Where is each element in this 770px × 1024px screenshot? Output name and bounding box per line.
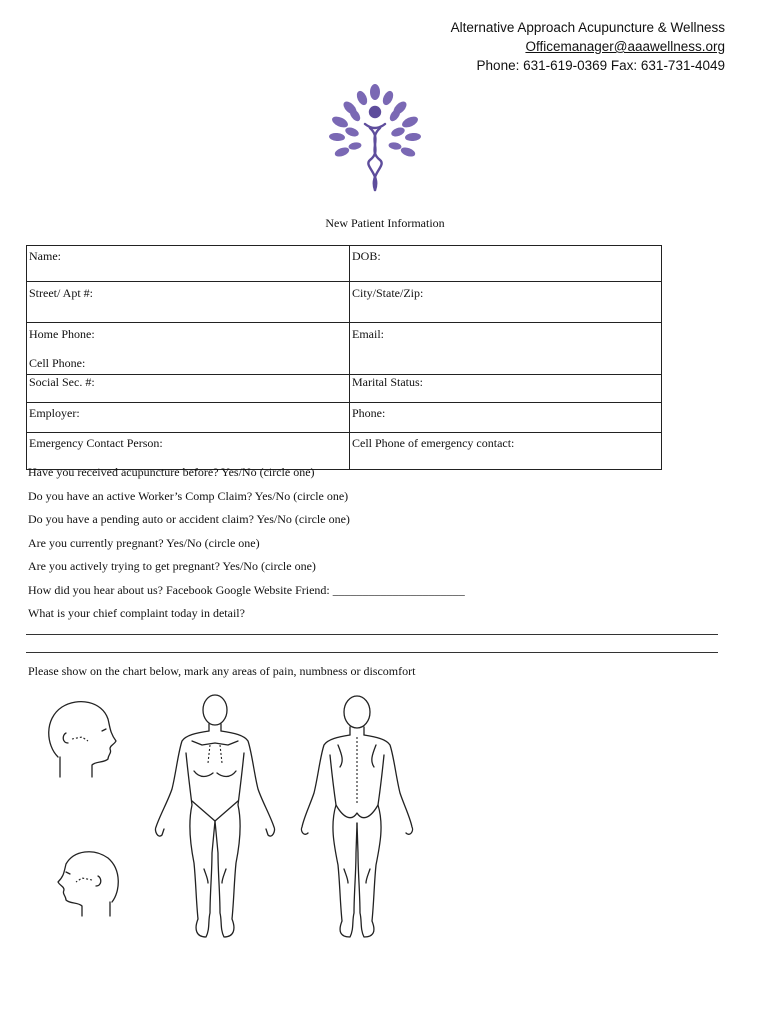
city-state-zip-field[interactable]: City/State/Zip: [350,282,662,323]
clinic-phone-fax: Phone: 631-619-0369 Fax: 631-731-4049 [476,58,725,73]
body-front-view-icon[interactable] [150,693,280,943]
email-field[interactable]: Email: [350,323,662,375]
patient-info-table [26,245,662,470]
question-chief-complaint: What is your chief complaint today in detail? [28,606,245,620]
clinic-name: Alternative Approach Acupuncture & Wellness [450,20,725,35]
question-acupuncture-before[interactable]: Have you received acupuncture before? Yes/No (circle one) [28,465,315,479]
name-field[interactable]: Name: [27,246,350,282]
employer-phone-field[interactable]: Phone: [350,403,662,433]
street-field[interactable]: Street/ Apt #: [27,282,350,323]
complaint-answer-line-2[interactable] [26,652,718,653]
question-pregnant[interactable]: Are you currently pregnant? Yes/No (circle one) [28,535,260,550]
question-workers-comp[interactable]: Do you have an active Worker’s Comp Claim? Yes/No (circle one) [28,488,349,503]
complaint-answer-line-1[interactable] [26,634,718,635]
tree-of-life-icon [325,80,425,195]
chart-instruction: Please show on the chart below, mark any areas of pain, numbness or discomfort [28,664,416,678]
head-side-view-icon[interactable] [38,697,120,779]
questionnaire [28,464,465,629]
employer-field[interactable]: Employer: [27,403,350,433]
question-trying-pregnant[interactable]: Are you actively trying to get pregnant? Yes/No (circle one) [28,559,316,573]
question-auto-accident[interactable]: Do you have a pending auto or accident claim? Yes/No (circle one) [28,512,350,526]
dob-field[interactable]: DOB: [350,246,662,282]
clinic-email-link[interactable]: Officemanager@aaawellness.org [525,39,725,54]
clinic-header [451,18,725,75]
head-side-view-icon[interactable] [52,846,124,918]
form-title: New Patient Information [325,216,445,230]
cell-phone-label: Cell Phone: [29,356,86,370]
marital-status-field[interactable]: Marital Status: [350,375,662,403]
emergency-contact-phone-field[interactable]: Cell Phone of emergency contact: [350,433,662,470]
home-phone-label: Home Phone: [29,327,95,341]
phone-numbers-field[interactable] [27,323,350,375]
question-referral-source[interactable]: How did you hear about us? Facebook Google Website Friend: ______________________ [28,582,465,597]
emergency-contact-field[interactable]: Emergency Contact Person: [27,433,350,470]
body-back-view-icon[interactable] [300,693,430,943]
social-security-field[interactable]: Social Sec. #: [27,375,350,403]
